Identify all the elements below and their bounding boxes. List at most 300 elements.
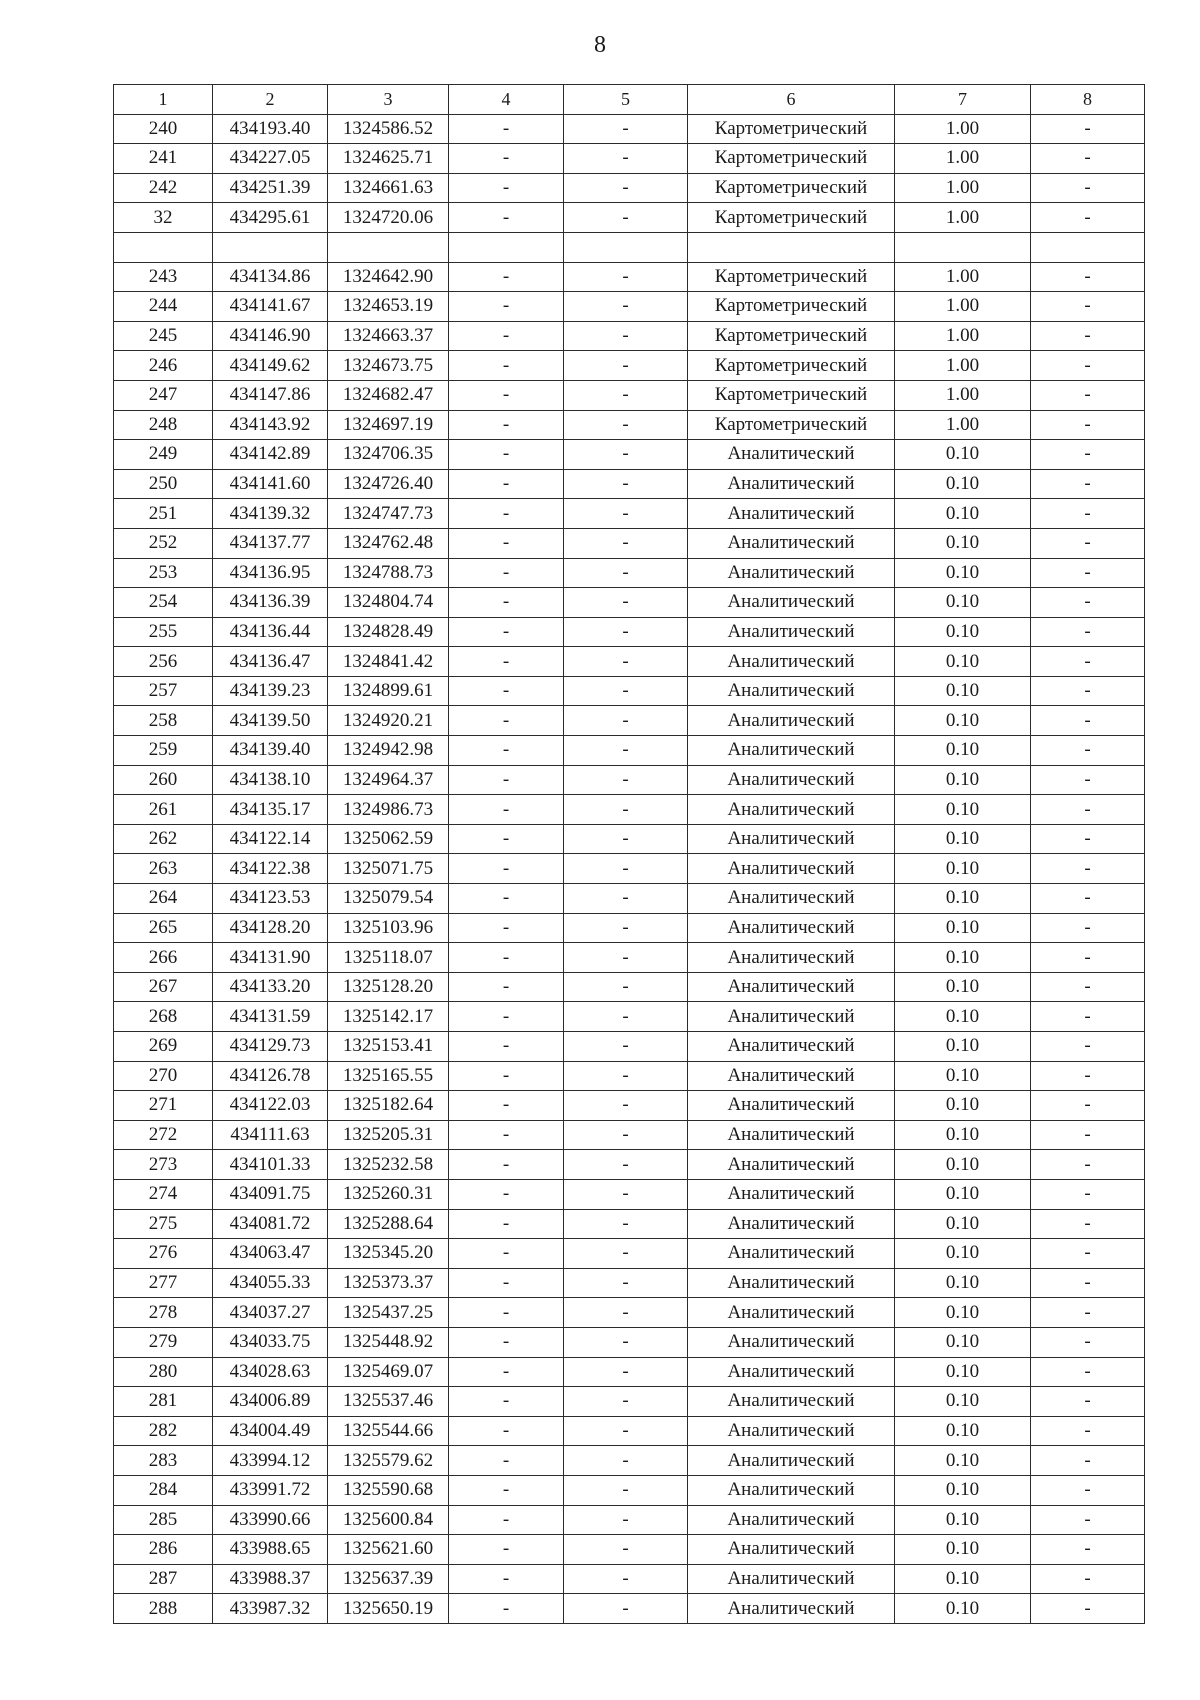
y-coordinate-cell: 1324899.61 xyxy=(328,676,449,706)
table-row xyxy=(114,528,1145,558)
table-row xyxy=(114,824,1145,854)
column-8-cell: - xyxy=(1031,114,1145,144)
table-header-row xyxy=(114,85,1145,115)
table-row xyxy=(114,351,1145,381)
point-number-cell: 271 xyxy=(114,1091,213,1121)
y-coordinate-cell: 1325182.64 xyxy=(328,1091,449,1121)
y-coordinate-cell: 1325373.37 xyxy=(328,1268,449,1298)
method-cell xyxy=(688,232,895,262)
point-number-cell: 267 xyxy=(114,972,213,1002)
column-4-cell: - xyxy=(449,292,564,322)
column-5-cell: - xyxy=(564,1594,688,1624)
x-coordinate-cell: 434141.60 xyxy=(213,469,328,499)
table-row xyxy=(114,854,1145,884)
column-8-cell: - xyxy=(1031,736,1145,766)
column-4-cell: - xyxy=(449,440,564,470)
column-4-cell xyxy=(449,232,564,262)
column-8-cell: - xyxy=(1031,943,1145,973)
table-row xyxy=(114,1209,1145,1239)
method-cell: Аналитический xyxy=(688,795,895,825)
column-header: 8 xyxy=(1031,85,1145,115)
accuracy-cell: 0.10 xyxy=(895,558,1031,588)
table-row xyxy=(114,1150,1145,1180)
accuracy-cell: 0.10 xyxy=(895,1179,1031,1209)
column-4-cell: - xyxy=(449,351,564,381)
column-8-cell: - xyxy=(1031,144,1145,174)
table-row xyxy=(114,232,1145,262)
accuracy-cell: 0.10 xyxy=(895,1002,1031,1032)
column-4-cell: - xyxy=(449,1209,564,1239)
column-4-cell: - xyxy=(449,676,564,706)
x-coordinate-cell: 434129.73 xyxy=(213,1032,328,1062)
table-row xyxy=(114,558,1145,588)
point-number-cell: 254 xyxy=(114,588,213,618)
y-coordinate-cell: 1325590.68 xyxy=(328,1475,449,1505)
y-coordinate-cell: 1324586.52 xyxy=(328,114,449,144)
point-number-cell: 280 xyxy=(114,1357,213,1387)
column-4-cell: - xyxy=(449,262,564,292)
column-8-cell: - xyxy=(1031,499,1145,529)
method-cell: Картометрический xyxy=(688,292,895,322)
point-number-cell: 247 xyxy=(114,380,213,410)
method-cell: Аналитический xyxy=(688,676,895,706)
method-cell: Аналитический xyxy=(688,1268,895,1298)
point-number-cell: 248 xyxy=(114,410,213,440)
table-row xyxy=(114,1416,1145,1446)
column-8-cell: - xyxy=(1031,262,1145,292)
x-coordinate-cell: 433988.65 xyxy=(213,1535,328,1565)
accuracy-cell: 0.10 xyxy=(895,706,1031,736)
column-8-cell: - xyxy=(1031,1475,1145,1505)
table-row xyxy=(114,1091,1145,1121)
method-cell: Картометрический xyxy=(688,173,895,203)
column-8-cell: - xyxy=(1031,440,1145,470)
column-5-cell: - xyxy=(564,943,688,973)
x-coordinate-cell: 434139.40 xyxy=(213,736,328,766)
accuracy-cell: 0.10 xyxy=(895,617,1031,647)
accuracy-cell: 1.00 xyxy=(895,380,1031,410)
y-coordinate-cell: 1325600.84 xyxy=(328,1505,449,1535)
method-cell: Аналитический xyxy=(688,1120,895,1150)
accuracy-cell: 1.00 xyxy=(895,410,1031,440)
column-5-cell: - xyxy=(564,765,688,795)
table-row xyxy=(114,114,1145,144)
column-5-cell: - xyxy=(564,1179,688,1209)
table-row xyxy=(114,1564,1145,1594)
column-8-cell: - xyxy=(1031,706,1145,736)
y-coordinate-cell: 1324986.73 xyxy=(328,795,449,825)
y-coordinate-cell: 1324804.74 xyxy=(328,588,449,618)
column-5-cell: - xyxy=(564,1505,688,1535)
column-4-cell: - xyxy=(449,972,564,1002)
table-row xyxy=(114,321,1145,351)
column-5-cell: - xyxy=(564,380,688,410)
y-coordinate-cell: 1325153.41 xyxy=(328,1032,449,1062)
method-cell: Картометрический xyxy=(688,114,895,144)
column-4-cell: - xyxy=(449,1564,564,1594)
column-4-cell: - xyxy=(449,943,564,973)
y-coordinate-cell: 1325621.60 xyxy=(328,1535,449,1565)
column-5-cell: - xyxy=(564,173,688,203)
column-8-cell: - xyxy=(1031,1535,1145,1565)
x-coordinate-cell: 434133.20 xyxy=(213,972,328,1002)
column-5-cell: - xyxy=(564,1239,688,1269)
y-coordinate-cell: 1324747.73 xyxy=(328,499,449,529)
column-5-cell: - xyxy=(564,440,688,470)
column-4-cell: - xyxy=(449,1061,564,1091)
page-number: 8 xyxy=(594,32,606,58)
x-coordinate-cell: 434037.27 xyxy=(213,1298,328,1328)
column-8-cell: - xyxy=(1031,1594,1145,1624)
method-cell: Картометрический xyxy=(688,321,895,351)
accuracy-cell: 0.10 xyxy=(895,1061,1031,1091)
x-coordinate-cell: 434006.89 xyxy=(213,1387,328,1417)
method-cell: Аналитический xyxy=(688,765,895,795)
y-coordinate-cell: 1324625.71 xyxy=(328,144,449,174)
column-4-cell: - xyxy=(449,144,564,174)
table-row xyxy=(114,943,1145,973)
table-row xyxy=(114,173,1145,203)
point-number-cell: 261 xyxy=(114,795,213,825)
x-coordinate-cell: 434136.95 xyxy=(213,558,328,588)
column-5-cell: - xyxy=(564,262,688,292)
column-4-cell: - xyxy=(449,1002,564,1032)
table-row xyxy=(114,292,1145,322)
accuracy-cell: 0.10 xyxy=(895,1535,1031,1565)
accuracy-cell: 0.10 xyxy=(895,1505,1031,1535)
column-4-cell: - xyxy=(449,1446,564,1476)
accuracy-cell: 1.00 xyxy=(895,114,1031,144)
table-row xyxy=(114,736,1145,766)
column-4-cell: - xyxy=(449,173,564,203)
column-4-cell: - xyxy=(449,469,564,499)
column-4-cell: - xyxy=(449,617,564,647)
column-5-cell: - xyxy=(564,884,688,914)
table-row xyxy=(114,1120,1145,1150)
x-coordinate-cell: 434139.32 xyxy=(213,499,328,529)
accuracy-cell: 0.10 xyxy=(895,1564,1031,1594)
column-8-cell: - xyxy=(1031,173,1145,203)
y-coordinate-cell: 1325469.07 xyxy=(328,1357,449,1387)
x-coordinate-cell: 434143.92 xyxy=(213,410,328,440)
method-cell: Аналитический xyxy=(688,1594,895,1624)
column-8-cell: - xyxy=(1031,1150,1145,1180)
method-cell: Аналитический xyxy=(688,528,895,558)
table-row xyxy=(114,765,1145,795)
x-coordinate-cell: 433988.37 xyxy=(213,1564,328,1594)
column-5-cell: - xyxy=(564,617,688,647)
x-coordinate-cell: 434227.05 xyxy=(213,144,328,174)
point-number-cell: 266 xyxy=(114,943,213,973)
method-cell: Аналитический xyxy=(688,1209,895,1239)
method-cell: Аналитический xyxy=(688,913,895,943)
column-5-cell: - xyxy=(564,558,688,588)
table-row xyxy=(114,884,1145,914)
accuracy-cell: 1.00 xyxy=(895,173,1031,203)
accuracy-cell: 0.10 xyxy=(895,440,1031,470)
column-5-cell: - xyxy=(564,736,688,766)
x-coordinate-cell: 433990.66 xyxy=(213,1505,328,1535)
column-8-cell: - xyxy=(1031,1298,1145,1328)
column-4-cell: - xyxy=(449,1357,564,1387)
column-4-cell: - xyxy=(449,380,564,410)
point-number-cell: 256 xyxy=(114,647,213,677)
y-coordinate-cell: 1324720.06 xyxy=(328,203,449,233)
column-8-cell: - xyxy=(1031,380,1145,410)
accuracy-cell: 0.10 xyxy=(895,1032,1031,1062)
accuracy-cell: 0.10 xyxy=(895,736,1031,766)
point-number-cell: 265 xyxy=(114,913,213,943)
column-5-cell: - xyxy=(564,1150,688,1180)
accuracy-cell: 0.10 xyxy=(895,943,1031,973)
x-coordinate-cell: 434138.10 xyxy=(213,765,328,795)
table-row xyxy=(114,1002,1145,1032)
table-row xyxy=(114,676,1145,706)
x-coordinate-cell: 434111.63 xyxy=(213,1120,328,1150)
table-row xyxy=(114,1387,1145,1417)
column-5-cell: - xyxy=(564,1091,688,1121)
y-coordinate-cell: 1325128.20 xyxy=(328,972,449,1002)
accuracy-cell: 0.10 xyxy=(895,676,1031,706)
accuracy-cell: 1.00 xyxy=(895,203,1031,233)
y-coordinate-cell: 1325437.25 xyxy=(328,1298,449,1328)
column-5-cell: - xyxy=(564,676,688,706)
x-coordinate-cell: 434081.72 xyxy=(213,1209,328,1239)
table-row xyxy=(114,262,1145,292)
column-4-cell: - xyxy=(449,1535,564,1565)
column-header: 2 xyxy=(213,85,328,115)
column-4-cell: - xyxy=(449,1475,564,1505)
y-coordinate-cell: 1324661.63 xyxy=(328,173,449,203)
x-coordinate-cell: 434295.61 xyxy=(213,203,328,233)
column-8-cell: - xyxy=(1031,588,1145,618)
point-number-cell: 281 xyxy=(114,1387,213,1417)
y-coordinate-cell: 1325288.64 xyxy=(328,1209,449,1239)
column-4-cell: - xyxy=(449,1120,564,1150)
method-cell: Аналитический xyxy=(688,1564,895,1594)
column-4-cell: - xyxy=(449,203,564,233)
column-4-cell: - xyxy=(449,884,564,914)
column-header: 6 xyxy=(688,85,895,115)
column-4-cell: - xyxy=(449,1387,564,1417)
point-number-cell: 252 xyxy=(114,528,213,558)
accuracy-cell: 0.10 xyxy=(895,1594,1031,1624)
column-8-cell: - xyxy=(1031,1239,1145,1269)
column-4-cell: - xyxy=(449,1268,564,1298)
point-number-cell: 283 xyxy=(114,1446,213,1476)
x-coordinate-cell: 434004.49 xyxy=(213,1416,328,1446)
point-number-cell: 273 xyxy=(114,1150,213,1180)
accuracy-cell: 1.00 xyxy=(895,292,1031,322)
table-row xyxy=(114,706,1145,736)
y-coordinate-cell xyxy=(328,232,449,262)
x-coordinate-cell: 434131.59 xyxy=(213,1002,328,1032)
column-4-cell: - xyxy=(449,824,564,854)
x-coordinate-cell: 434142.89 xyxy=(213,440,328,470)
accuracy-cell: 0.10 xyxy=(895,1150,1031,1180)
column-5-cell: - xyxy=(564,1327,688,1357)
method-cell: Картометрический xyxy=(688,262,895,292)
table-row xyxy=(114,647,1145,677)
point-number-cell: 276 xyxy=(114,1239,213,1269)
accuracy-cell: 0.10 xyxy=(895,647,1031,677)
column-5-cell: - xyxy=(564,795,688,825)
method-cell: Аналитический xyxy=(688,647,895,677)
method-cell: Аналитический xyxy=(688,1091,895,1121)
column-8-cell: - xyxy=(1031,469,1145,499)
x-coordinate-cell: 434149.62 xyxy=(213,351,328,381)
column-4-cell: - xyxy=(449,1032,564,1062)
column-8-cell: - xyxy=(1031,410,1145,440)
column-4-cell: - xyxy=(449,795,564,825)
point-number-cell: 255 xyxy=(114,617,213,647)
method-cell: Аналитический xyxy=(688,1475,895,1505)
point-number-cell: 284 xyxy=(114,1475,213,1505)
y-coordinate-cell: 1325165.55 xyxy=(328,1061,449,1091)
method-cell: Аналитический xyxy=(688,706,895,736)
point-number-cell: 282 xyxy=(114,1416,213,1446)
x-coordinate-cell: 434136.39 xyxy=(213,588,328,618)
point-number-cell: 253 xyxy=(114,558,213,588)
method-cell: Аналитический xyxy=(688,824,895,854)
column-5-cell: - xyxy=(564,1120,688,1150)
column-5-cell: - xyxy=(564,114,688,144)
column-8-cell: - xyxy=(1031,1091,1145,1121)
column-5-cell: - xyxy=(564,528,688,558)
accuracy-cell: 0.10 xyxy=(895,499,1031,529)
table-row xyxy=(114,144,1145,174)
column-4-cell: - xyxy=(449,321,564,351)
point-number-cell: 245 xyxy=(114,321,213,351)
point-number-cell: 32 xyxy=(114,203,213,233)
y-coordinate-cell: 1324841.42 xyxy=(328,647,449,677)
method-cell: Картометрический xyxy=(688,203,895,233)
column-5-cell: - xyxy=(564,321,688,351)
column-8-cell: - xyxy=(1031,1120,1145,1150)
column-5-cell: - xyxy=(564,203,688,233)
y-coordinate-cell: 1325537.46 xyxy=(328,1387,449,1417)
x-coordinate-cell: 434033.75 xyxy=(213,1327,328,1357)
method-cell: Аналитический xyxy=(688,736,895,766)
y-coordinate-cell: 1324964.37 xyxy=(328,765,449,795)
x-coordinate-cell: 433987.32 xyxy=(213,1594,328,1624)
y-coordinate-cell: 1324706.35 xyxy=(328,440,449,470)
column-8-cell: - xyxy=(1031,854,1145,884)
column-5-cell: - xyxy=(564,1357,688,1387)
y-coordinate-cell: 1324673.75 xyxy=(328,351,449,381)
x-coordinate-cell: 434147.86 xyxy=(213,380,328,410)
x-coordinate-cell: 434193.40 xyxy=(213,114,328,144)
y-coordinate-cell: 1325071.75 xyxy=(328,854,449,884)
column-4-cell: - xyxy=(449,114,564,144)
point-number-cell: 251 xyxy=(114,499,213,529)
method-cell: Картометрический xyxy=(688,351,895,381)
column-8-cell: - xyxy=(1031,1357,1145,1387)
method-cell: Аналитический xyxy=(688,1505,895,1535)
y-coordinate-cell: 1324920.21 xyxy=(328,706,449,736)
method-cell: Аналитический xyxy=(688,469,895,499)
column-8-cell: - xyxy=(1031,1416,1145,1446)
accuracy-cell: 0.10 xyxy=(895,1446,1031,1476)
point-number-cell: 269 xyxy=(114,1032,213,1062)
x-coordinate-cell: 434139.50 xyxy=(213,706,328,736)
method-cell: Аналитический xyxy=(688,1416,895,1446)
column-4-cell: - xyxy=(449,854,564,884)
y-coordinate-cell: 1325142.17 xyxy=(328,1002,449,1032)
table-row xyxy=(114,1268,1145,1298)
table-row xyxy=(114,1535,1145,1565)
method-cell: Аналитический xyxy=(688,1239,895,1269)
table-row xyxy=(114,380,1145,410)
y-coordinate-cell: 1325205.31 xyxy=(328,1120,449,1150)
x-coordinate-cell: 434146.90 xyxy=(213,321,328,351)
column-5-cell: - xyxy=(564,144,688,174)
accuracy-cell: 0.10 xyxy=(895,1091,1031,1121)
table-row xyxy=(114,410,1145,440)
accuracy-cell: 1.00 xyxy=(895,321,1031,351)
column-8-cell: - xyxy=(1031,824,1145,854)
x-coordinate-cell: 434135.17 xyxy=(213,795,328,825)
accuracy-cell xyxy=(895,232,1031,262)
x-coordinate-cell: 434101.33 xyxy=(213,1150,328,1180)
column-8-cell: - xyxy=(1031,1061,1145,1091)
method-cell: Аналитический xyxy=(688,617,895,647)
y-coordinate-cell: 1324942.98 xyxy=(328,736,449,766)
x-coordinate-cell: 434128.20 xyxy=(213,913,328,943)
x-coordinate-cell: 434055.33 xyxy=(213,1268,328,1298)
column-4-cell: - xyxy=(449,1150,564,1180)
accuracy-cell: 0.10 xyxy=(895,972,1031,1002)
accuracy-cell: 0.10 xyxy=(895,1239,1031,1269)
column-5-cell: - xyxy=(564,647,688,677)
accuracy-cell: 0.10 xyxy=(895,1416,1031,1446)
accuracy-cell: 0.10 xyxy=(895,469,1031,499)
table-row xyxy=(114,795,1145,825)
column-header: 3 xyxy=(328,85,449,115)
method-cell: Аналитический xyxy=(688,588,895,618)
table-row xyxy=(114,499,1145,529)
method-cell: Картометрический xyxy=(688,144,895,174)
y-coordinate-cell: 1325232.58 xyxy=(328,1150,449,1180)
column-5-cell: - xyxy=(564,1209,688,1239)
point-number-cell: 242 xyxy=(114,173,213,203)
method-cell: Аналитический xyxy=(688,1357,895,1387)
x-coordinate-cell: 434136.47 xyxy=(213,647,328,677)
column-8-cell: - xyxy=(1031,351,1145,381)
column-4-cell: - xyxy=(449,1505,564,1535)
column-5-cell: - xyxy=(564,1061,688,1091)
accuracy-cell: 1.00 xyxy=(895,351,1031,381)
method-cell: Картометрический xyxy=(688,410,895,440)
accuracy-cell: 0.10 xyxy=(895,824,1031,854)
table-row xyxy=(114,203,1145,233)
column-8-cell: - xyxy=(1031,558,1145,588)
table-row xyxy=(114,1179,1145,1209)
point-number-cell: 264 xyxy=(114,884,213,914)
x-coordinate-cell xyxy=(213,232,328,262)
table-row xyxy=(114,1475,1145,1505)
point-number-cell: 259 xyxy=(114,736,213,766)
column-5-cell: - xyxy=(564,913,688,943)
column-8-cell: - xyxy=(1031,765,1145,795)
accuracy-cell: 0.10 xyxy=(895,1120,1031,1150)
accuracy-cell: 0.10 xyxy=(895,1327,1031,1357)
column-4-cell: - xyxy=(449,706,564,736)
column-4-cell: - xyxy=(449,1594,564,1624)
column-5-cell: - xyxy=(564,824,688,854)
accuracy-cell: 0.10 xyxy=(895,765,1031,795)
column-8-cell: - xyxy=(1031,292,1145,322)
